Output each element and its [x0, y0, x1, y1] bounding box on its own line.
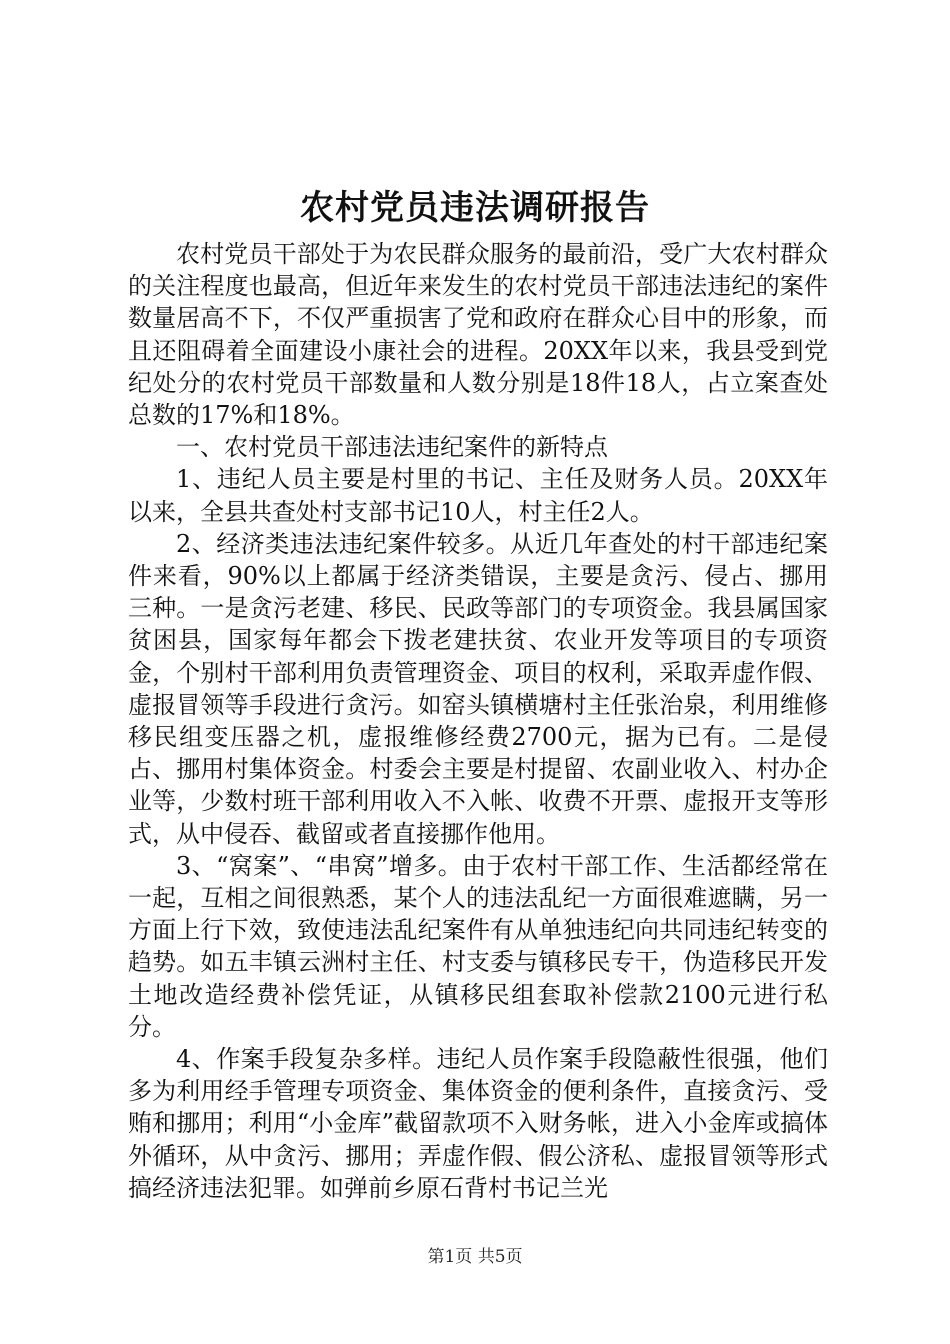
- document-title: 农村党员违法调研报告: [300, 188, 650, 228]
- point-2-paragraph: 2、经济类违法违纪案件较多。从近几年查处的村干部违纪案件来看，90%以上都属于经济类错误，主要是贪污、侵占、挪用三种。一是贪污老建、移民、民政等部门的专项资金。我县属国家贫困县，国家每年都会下拨老建扶贫、农业开发等项目的专项资金，个别村干部利用负责管理资金、项目的权利，采取弄虚作假、虚报冒领等手段进行贪污。如窑头镇横塘村主任张治泉，利用维修移民组变压器之机，虚报维修经费2700元，据为已有。二是侵占、挪用村集体资金。村委会主要是村提留、农副业收入、村办企业等，少数村班干部利用收入不入帐、收费不开票、虚报开支等形式，从中侵吞、截留或者直接挪作他用。: [128, 529, 828, 848]
- document-body: [128, 238, 828, 1204]
- point-4-paragraph: 4、作案手段复杂多样。违纪人员作案手段隐蔽性很强，他们多为利用经手管理专项资金、集体资金的便利条件，直接贪污、受贿和挪用；利用“小金库”截留款项不入财务帐，进入小金库或搞体外循环，从中贪污、挪用；弄虚作假、假公济私、虚报冒领等形式搞经济违法犯罪。如弹前乡原石背村书记兰光: [128, 1045, 828, 1202]
- section-heading: 一、农村党员干部违法违纪案件的新特点: [176, 433, 608, 462]
- page-number-footer: 第1页 共5页: [427, 1247, 523, 1267]
- point-3-paragraph: 3、“窝案”、“串窝”增多。由于农村干部工作、生活都经常在一起，互相之间很熟悉，某个人的违法乱纪一方面很难遮瞒，另一方面上行下效，致使违法乱纪案件有从单独违纪向共同违纪转变的趋势。如五丰镇云洲村主任、村支委与镇移民专干，伪造移民开发土地改造经费补偿凭证，从镇移民组套取补偿款2100元进行私分。: [128, 851, 828, 1041]
- point-1-paragraph: 1、违纪人员主要是村里的书记、主任及财务人员。20XX年以来，全县共查处村支部书记10人，村主任2人。: [128, 465, 828, 526]
- intro-paragraph: 农村党员干部处于为农民群众服务的最前沿，受广大农村群众的关注程度也最高，但近年来发生的农村党员干部违法违纪的案件数量居高不下，不仅严重损害了党和政府在群众心目中的形象，而且还阻碍着全面建设小康社会的进程。20XX年以来，我县受到党纪处分的农村党员干部数量和人数分别是18件18人，占立案查处总数的17%和18%。: [128, 240, 828, 430]
